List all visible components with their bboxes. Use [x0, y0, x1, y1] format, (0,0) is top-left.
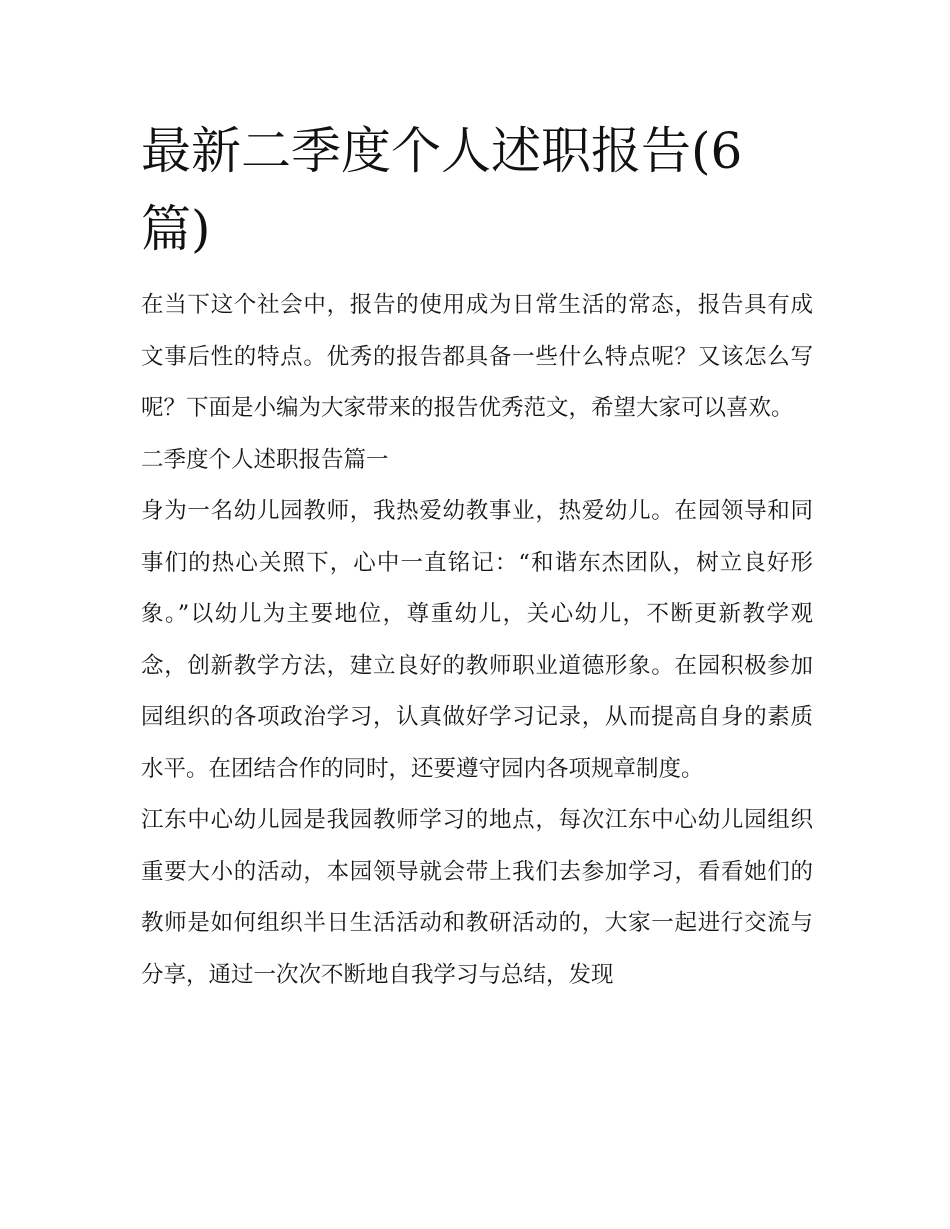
section-heading: 二季度个人述职报告篇一 [141, 446, 389, 473]
document-body [141, 280, 813, 1001]
body-paragraph: 江东中心幼儿园是我园教师学习的地点，每次江东中心幼儿园组织重要大小的活动，本园领导就会带上我们去参加学习，看看她们的教师是如何组织半日生活活动和教研活动的，大家一起进行交流与分享，通过一次次不断地自我学习与总结，发现 [141, 807, 813, 988]
body-paragraph: 身为一名幼儿园教师，我热爱幼教事业，热爱幼儿。在园领导和同事们的热心关照下，心中一直铭记：“和谐东杰团队，树立良好形象。”以幼儿为主要地位，尊重幼儿，关心幼儿，不断更新教学观念，创新教学方法，建立良好的教师职业道德形象。在园积极参加园组织的各项政治学习，认真做好学习记录，从而提高自身的素质水平。在团结合作的同时，还要遵守园内各项规章制度。 [141, 498, 813, 782]
document-title: 最新二季度个人述职报告(6篇) [141, 122, 743, 258]
intro-paragraph: 在当下这个社会中，报告的使用成为日常生活的常态，报告具有成文事后性的特点。优秀的报告都具备一些什么特点呢？又该怎么写呢？下面是小编为大家带来的报告优秀范文，希望大家可以喜欢。 [141, 292, 813, 421]
